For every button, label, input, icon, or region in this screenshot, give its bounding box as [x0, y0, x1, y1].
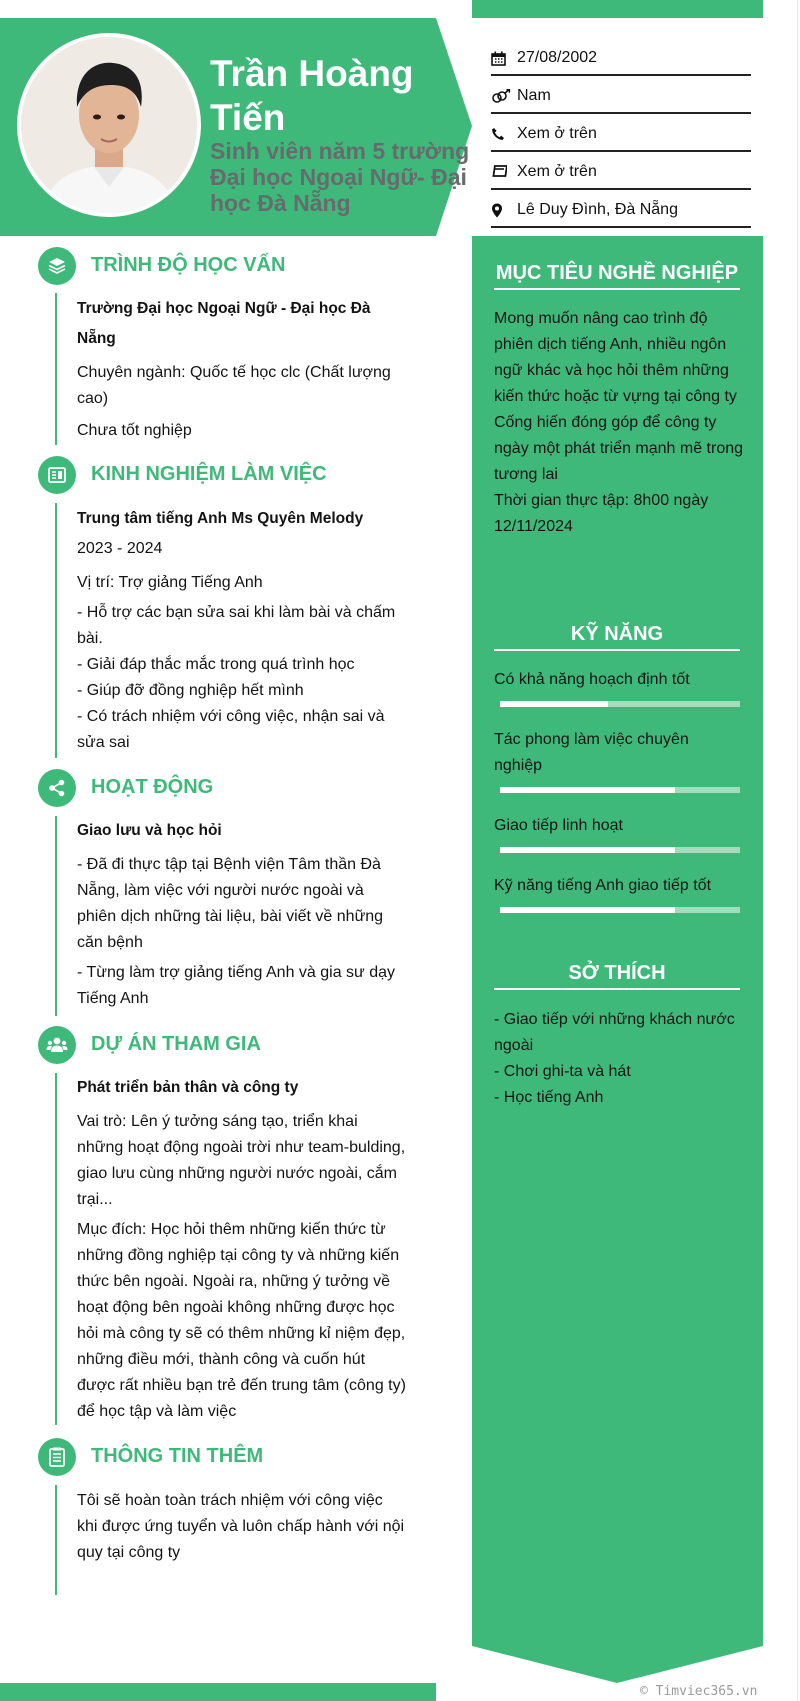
skill-name: Kỹ năng tiếng Anh giao tiếp tốt [494, 877, 712, 894]
avatar-photo-icon [21, 37, 197, 213]
objective-description: Mong muốn nâng cao trình độ phiên dịch tiếng Anh, nhiều ngôn ngữ khác và học hỏi thêm những kiến thức hoặc từ vựng tại công ty Cống hiến đóng góp để công ty ngày một phát triển mạnh mẽ trong tương lai [494, 310, 744, 483]
location-icon [491, 203, 517, 218]
skill-item [494, 727, 740, 779]
education-major: Chuyên ngành: Quốc tế học clc (Chất lượng cao) [77, 364, 391, 407]
timeline-line [55, 1073, 57, 1425]
skill-bar-track [500, 787, 740, 793]
timeline-line [55, 1485, 57, 1595]
list-item: - Giúp đỡ đồng nghiệp hết mình [77, 682, 304, 699]
skill-bar-fill [500, 701, 608, 707]
education-icon [38, 247, 76, 285]
contact-address [491, 190, 751, 228]
projects-icon [38, 1026, 76, 1064]
experience-title: KINH NGHIỆM LÀM VIỆC [91, 463, 327, 485]
education-school: Trường Đại học Ngoại Ngữ - Đại học Đà Nẵng [77, 300, 371, 347]
skill-name: Có khả năng hoạch định tốt [494, 671, 690, 688]
objective-text [494, 306, 744, 540]
activities-block [77, 816, 407, 1012]
email-icon [491, 165, 517, 179]
timeline-line [55, 816, 57, 1016]
avatar [17, 33, 201, 217]
skill-bar-fill [500, 787, 675, 793]
objective-title: MỤC TIÊU NGHỀ NGHIỆP [494, 262, 740, 290]
skill-bar-track [500, 701, 740, 707]
experience-period: 2023 - 2024 [77, 540, 163, 557]
extra-info-icon [38, 1438, 76, 1476]
gender-icon [491, 89, 517, 104]
skills-title: KỸ NĂNG [494, 623, 740, 651]
watermark: © Timviec365.vn [640, 1684, 758, 1699]
contact-list [491, 38, 751, 228]
skill-name: Tác phong làm việc chuyên nghiệp [494, 731, 689, 774]
education-title: TRÌNH ĐỘ HỌC VẤN [91, 254, 286, 276]
experience-block [77, 504, 407, 756]
skill-bar-track [500, 907, 740, 913]
experience-company: Trung tâm tiếng Anh Ms Quyên Melody [77, 510, 364, 527]
calendar-icon [491, 51, 517, 66]
extra-info-title: THÔNG TIN THÊM [91, 1445, 264, 1467]
hobbies-list [494, 1007, 744, 1111]
skill-item [494, 667, 740, 693]
contact-email-value: Xem ở trên [517, 163, 597, 180]
experience-icon [38, 456, 76, 494]
page-edge [797, 0, 798, 1701]
activities-title: HOẠT ĐỘNG [91, 776, 214, 798]
extra-info-text: Tôi sẽ hoàn toàn trách nhiệm với công việc khi được ứng tuyển và luôn chấp hành với nội quy tại công ty [77, 1492, 405, 1561]
list-item: - Hỗ trợ các bạn sửa sai khi làm bài và chấm bài. [77, 604, 396, 647]
objective-internship: Thời gian thực tập: 8h00 ngày 12/11/2024 [494, 492, 709, 535]
experience-position: Vị trí: Trợ giảng Tiếng Anh [77, 574, 263, 591]
skill-item [494, 813, 740, 839]
projects-title: DỰ ÁN THAM GIA [91, 1033, 261, 1055]
candidate-subtitle: Sinh viên năm 5 trường Đại học Ngoại Ngữ- Đại học Đà Nẵng [210, 138, 470, 216]
contact-birthday [491, 38, 751, 76]
activities-name: Giao lưu và học hỏi [77, 822, 222, 839]
contact-phone-value: Xem ở trên [517, 125, 597, 142]
bottom-bar [0, 1683, 436, 1701]
contact-email[interactable] [491, 152, 751, 190]
projects-name: Phát triển bản thân và công ty [77, 1079, 299, 1096]
list-item: - Giao tiếp với những khách nước ngoài [494, 1011, 735, 1054]
list-item: - Giải đáp thắc mắc trong quá trình học [77, 656, 355, 673]
contact-gender [491, 76, 751, 114]
list-item: - Học tiếng Anh [494, 1089, 604, 1106]
timeline-line [55, 503, 57, 758]
contact-birthday-value: 27/08/2002 [517, 49, 598, 66]
list-item: - Từng làm trợ giảng tiếng Anh và gia sư dạy Tiếng Anh [77, 964, 396, 1007]
activities-icon [38, 769, 76, 807]
right-top-bar [472, 0, 763, 18]
projects-block [77, 1073, 407, 1425]
list-item: - Có trách nhiệm với công việc, nhận sai và sửa sai [77, 708, 385, 751]
contact-gender-value: Nam [517, 87, 551, 104]
skill-item [494, 873, 740, 899]
skill-bar-track [500, 847, 740, 853]
list-item: - Đã đi thực tập tại Bệnh viện Tâm thần Đà Nẵng, làm việc với người nước ngoài và phiên dịch những tài liệu, bài viết về những căn bệnh [77, 856, 384, 951]
skill-name: Giao tiếp linh hoạt [494, 817, 623, 834]
skill-bar-fill [500, 847, 675, 853]
education-status: Chưa tốt nghiệp [77, 422, 192, 439]
timeline-line [55, 293, 57, 445]
list-item: - Chơi ghi-ta và hát [494, 1063, 631, 1080]
candidate-name: Trần Hoàng Tiến [210, 53, 414, 138]
contact-phone[interactable] [491, 114, 751, 152]
hobbies-title: SỞ THÍCH [494, 962, 740, 990]
phone-icon [491, 127, 517, 141]
projects-purpose: Mục đích: Học hỏi thêm những kiến thức từ những đồng nghiệp tại công ty và những kiến thức bên ngoài. Ngoài ra, những ý tưởng về hoạt động bên ngoài không những được học hỏi mà công ty sẽ có thêm những kỉ niệm đẹp, những điều mới, thành công và cuốn hút được rất nhiều bạn trẻ đến trung tâm (công ty) để học tập và làm việc [77, 1221, 406, 1420]
education-block [77, 294, 407, 444]
contact-address-value: Lê Duy Đình, Đà Nẵng [517, 201, 678, 218]
projects-role: Vai trò: Lên ý tưởng sáng tạo, triển khai những hoạt động ngoài trời như team-bulding, giao lưu cùng những người nước ngoài, cắm trại... [77, 1113, 406, 1208]
skill-bar-fill [500, 907, 675, 913]
